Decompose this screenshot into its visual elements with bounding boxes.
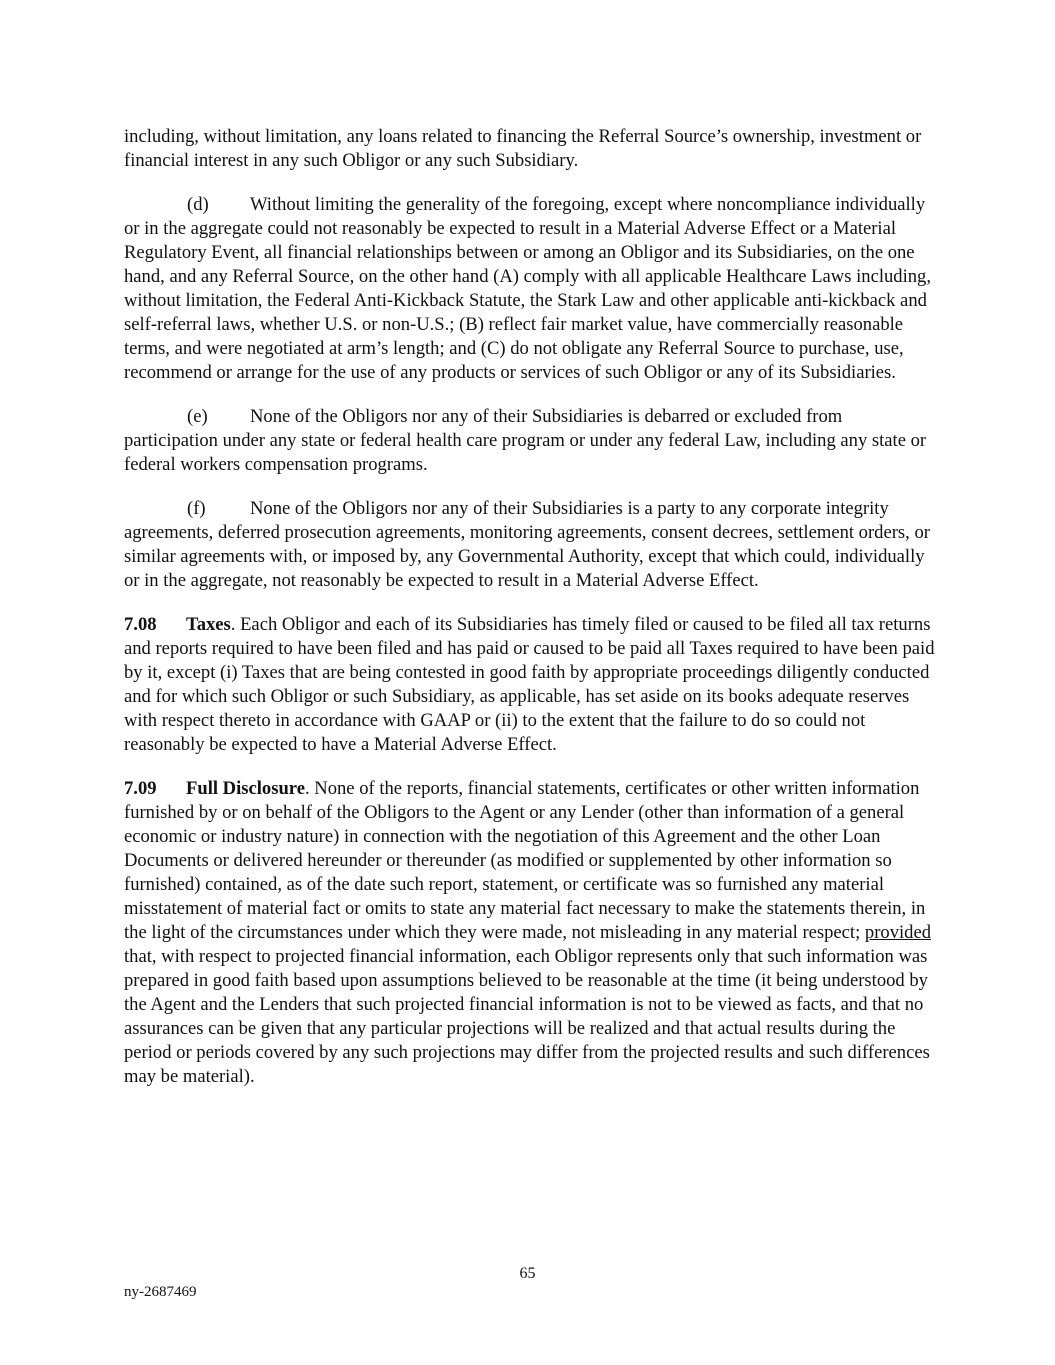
- page-number: 65: [519, 1265, 536, 1282]
- paragraph-e: [124, 405, 936, 477]
- section-7-09: [124, 777, 936, 1089]
- provided-term: provided: [864, 922, 932, 943]
- paragraph-label: (d): [187, 194, 209, 215]
- paragraph-text: None of the Obligors nor any of their Subsidiaries is debarred or excluded from participation under any state or federal health care program or under any federal Law, including any state or federal workers compensation programs.: [124, 406, 927, 475]
- section-title: Taxes: [186, 614, 231, 635]
- paragraph-label: (f): [187, 498, 206, 519]
- section-number: 7.09: [124, 778, 157, 799]
- paragraph-text: Without limiting the generality of the foregoing, except where noncompliance individually or in the aggregate could not reasonably be expected to result in a Material Adverse Effect or a Material Regulatory Event, all financial relationships between or among an Obligor and its Subsidiaries, on the one hand, and any Referral Source, on the other hand (A) comply with all applicable Healthcare Laws including, without limitation, the Federal Anti-Kickback Statute, the Stark Law and other applicable anti-kickback and self-referral laws, whether U.S. or non-U.S.; (B) reflect fair market value, have commercially reasonable terms, and were negotiated at arm’s length; and (C) do not obligate any Referral Source to purchase, use, recommend or arrange for the use of any products or services of such Obligor or any of its Subsidiaries.: [124, 194, 931, 383]
- section-title: Full Disclosure: [186, 778, 305, 799]
- paragraph-label: (e): [187, 406, 208, 427]
- document-id: ny-2687469: [124, 1284, 197, 1300]
- section-text: . Each Obligor and each of its Subsidiaries has timely filed or caused to be filed all tax returns and reports required to have been filed and has paid or caused to be paid all Taxes required to have been paid by it, except (i) Taxes that are being contested in good faith by appropriate proceedings diligently conducted and for which such Obligor or such Subsidiary, as applicable, has set aside on its books adequate reserves with respect thereto in accordance with GAAP or (ii) to the extent that the failure to do so could not reasonably be expected to have a Material Adverse Effect.: [124, 614, 935, 755]
- paragraph-text: None of the Obligors nor any of their Subsidiaries is a party to any corporate integrity agreements, deferred prosecution agreements, monitoring agreements, consent decrees, settlement orders, or similar agreements with, or imposed by, any Governmental Authority, except that which could, individually or in the aggregate, not reasonably be expected to result in a Material Adverse Effect.: [124, 498, 930, 591]
- paragraph-continuation: [124, 125, 936, 173]
- paragraph-f: [124, 497, 936, 593]
- section-number: 7.08: [124, 614, 157, 635]
- paragraph-text: including, without limitation, any loans related to financing the Referral Source’s ownership, investment or financial interest in any such Obligor or any such Subsidiary.: [124, 126, 922, 171]
- paragraph-d: [124, 193, 936, 385]
- section-7-08: [124, 613, 936, 757]
- section-text: that, with respect to projected financial information, each Obligor represents only that such information was prepared in good faith based upon assumptions believed to be reasonable at the time (it being understood by the Agent and the Lenders that such projected financial information is not to be viewed as facts, and that no assurances can be given that any particular projections will be realized and that actual results during the period or periods covered by any such projections may differ from the projected results and such differences may be material).: [124, 946, 930, 1087]
- document-body: [124, 125, 936, 1109]
- section-text: . None of the reports, financial statements, certificates or other written information furnished by or on behalf of the Obligors to the Agent or any Lender (other than information of a general economic or industry nature) in connection with the negotiation of this Agreement and the other Loan Documents or delivered hereunder or thereunder (as modified or supplemented by other information so furnished) contained, as of the date such report, statement, or certificate was so furnished any material misstatement of material fact or omits to state any material fact necessary to make the statements therein, in the light of the circumstances under which they were made, not misleading in any material respect;: [124, 778, 926, 943]
